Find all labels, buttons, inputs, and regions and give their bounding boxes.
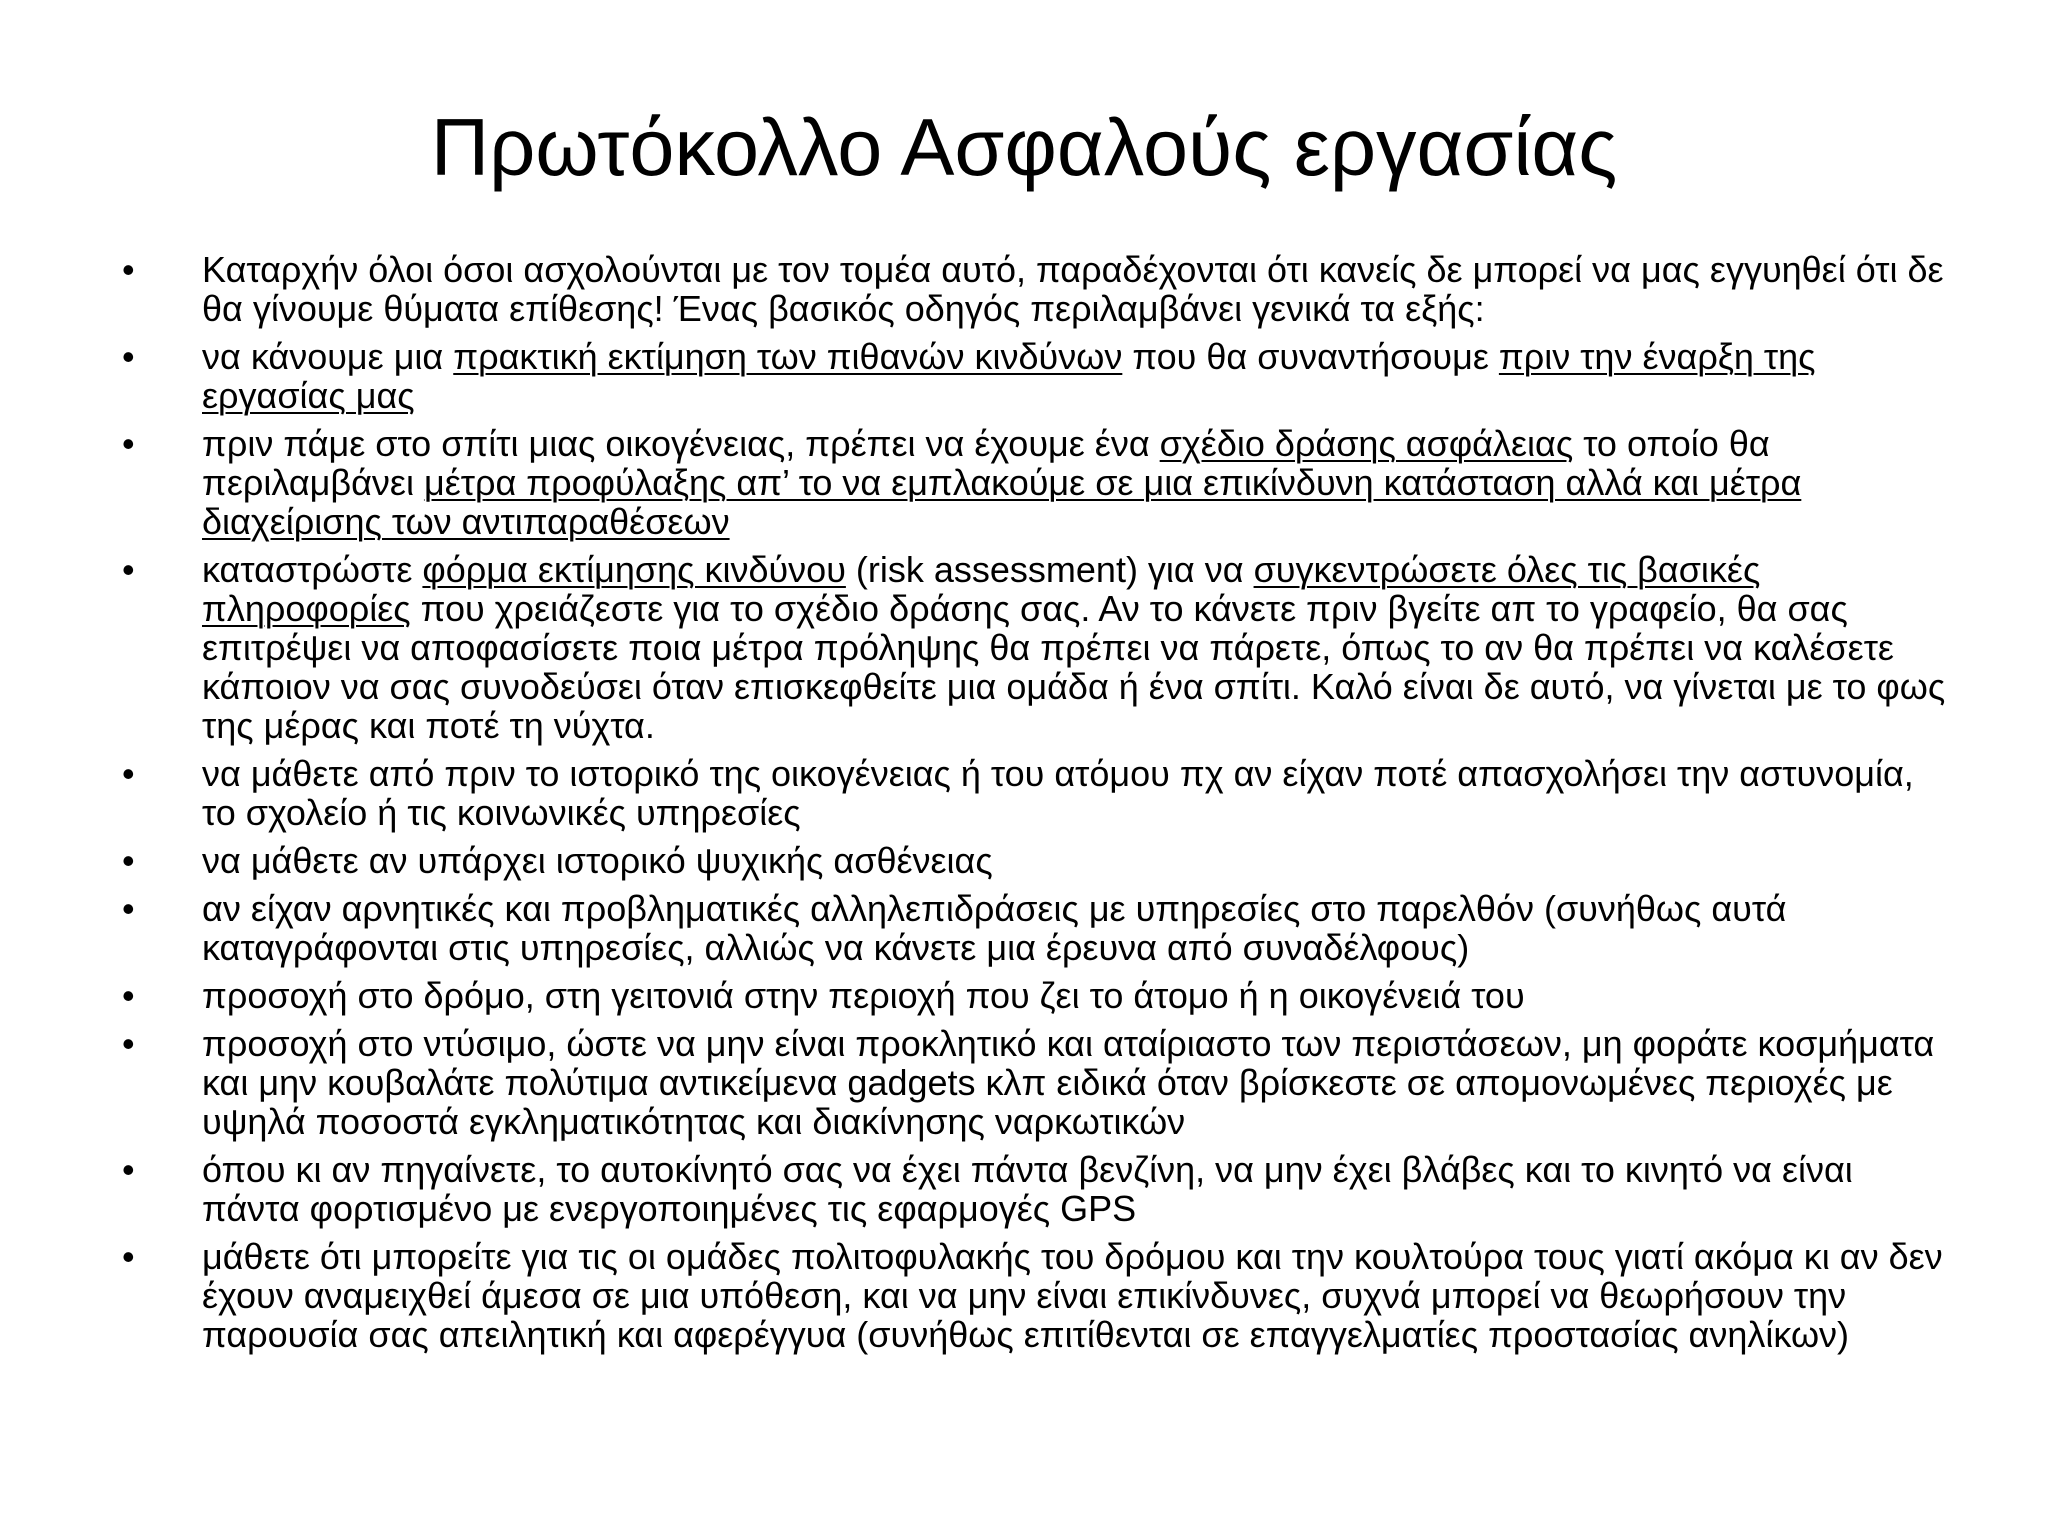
bullet-item [122, 841, 1952, 880]
text-segment: αν είχαν αρνητικές και προβληματικές αλληλεπιδράσεις με υπηρεσίες στο παρελθόν (συνήθως αυτά καταγράφονται στις υπηρεσίες, αλλιώς να κάνετε μια έρευνα από συναδέλφους) [202, 888, 1787, 968]
bullet-list [122, 250, 1952, 1363]
bullet-dot-icon: • [122, 1236, 135, 1277]
text-segment: να κάνουμε μια [202, 336, 454, 377]
bullet-dot-icon: • [122, 1023, 135, 1064]
bullet-item [122, 976, 1952, 1015]
bullet-text [202, 840, 993, 881]
bullet-dot-icon: • [122, 1149, 135, 1190]
underlined-phrase: φόρμα εκτίμησης κινδύνου [422, 549, 846, 590]
bullet-dot-icon: • [122, 249, 135, 290]
text-segment: που θα συναντήσουμε [1122, 336, 1499, 377]
bullet-text [202, 1236, 1943, 1355]
text-segment: Καταρχήν όλοι όσοι ασχολούνται με τον τομέα αυτό, παραδέχονται ότι κανείς δε μπορεί να μας εγγυηθεί ότι δε θα γίνουμε θύματα επίθεσης! Ένας βασικός οδηγός περιλαμβάνει γενικά τα εξής: [202, 249, 1944, 329]
text-segment: να μάθετε από πριν το ιστορικό της οικογένειας ή του ατόμου πχ αν είχαν ποτέ απασχολήσει την αστυνομία, το σχολείο ή τις κοινωνικές υπηρεσίες [202, 753, 1914, 833]
text-segment: που χρειάζεστε για το σχέδιο δράσης σας. Αν το κάνετε πριν βγείτε απ το γραφείο, θα σας επιτρέψει να αποφασίσετε ποια μέτρα πρόληψης θα πρέπει να πάρετε, όπως το αν θα πρέπει να καλέσετε κάποιον να σας συνοδεύσει όταν επισκεφθείτε μια ομάδα ή ένα σπίτι. Καλό είναι δε αυτό, να γίνεται με το φως της μέρας και ποτέ τη νύχτα. [202, 588, 1946, 746]
bullet-dot-icon: • [122, 336, 135, 377]
bullet-item [122, 889, 1952, 967]
bullet-item [122, 250, 1952, 328]
text-segment: μάθετε ότι μπορείτε για τις οι ομάδες πολιτοφυλακής του δρόμου και την κουλτούρα τους γιατί ακόμα κι αν δεν έχουν αναμειχθεί άμεσα σε μια υπόθεση, και να μην είναι επικίνδυνες, συχνά μπορεί να θεωρήσουν την παρουσία σας απειλητική και αφερέγγυα (συνήθως επιτίθενται σε επαγγελματίες προστασίας ανηλίκων) [202, 1236, 1943, 1355]
bullet-item [122, 550, 1952, 745]
bullet-item [122, 1150, 1952, 1228]
bullet-item [122, 1024, 1952, 1141]
text-segment: να μάθετε αν υπάρχει ιστορικό ψυχικής ασθένειας [202, 840, 993, 881]
bullet-item [122, 754, 1952, 832]
bullet-text [202, 1149, 1853, 1229]
bullet-dot-icon: • [122, 975, 135, 1016]
text-segment: πριν πάμε στο σπίτι μιας οικογένειας, πρέπει να έχουμε ένα [202, 423, 1160, 464]
bullet-text [202, 549, 1945, 746]
text-segment: όπου κι αν πηγαίνετε, το αυτοκίνητό σας να έχει πάντα βενζίνη, να μην έχει βλάβες και το κινητό να είναι πάντα φορτισμένο με ενεργοποιημένες τις εφαρμογές GPS [202, 1149, 1853, 1229]
text-segment: προσοχή στο δρόμο, στη γειτονιά στην περιοχή που ζει το άτομο ή η οικογένειά του [202, 975, 1525, 1016]
bullet-dot-icon: • [122, 888, 135, 929]
bullet-text [202, 888, 1786, 968]
underlined-phrase: πριν την έναρξη της εργασίας μας [202, 336, 1816, 416]
bullet-text [202, 975, 1525, 1016]
underlined-phrase: συγκεντρώσετε όλες τις βασικές πληροφορίες [202, 549, 1761, 629]
underlined-phrase: μέτρα προφύλαξης απ’ το να εμπλακούμε σε μια επικίνδυνη κατάσταση αλλά και μέτρα διαχείρισης των αντιπαραθέσεων [202, 462, 1802, 542]
bullet-text [202, 249, 1944, 329]
bullet-text [202, 1023, 1934, 1142]
bullet-dot-icon: • [122, 423, 135, 464]
text-segment: προσοχή στο ντύσιμο, ώστε να μην είναι προκλητικό και αταίριαστο των περιστάσεων, μη φοράτε κοσμήματα και μην κουβαλάτε πολύτιμα αντικείμενα gadgets κλπ ειδικά όταν βρίσκεστε σε απομονωμένες περιοχές με υψηλά ποσοστά εγκληματικότητας και διακίνησης ναρκωτικών [202, 1023, 1935, 1142]
bullet-item [122, 337, 1952, 415]
bullet-dot-icon: • [122, 549, 135, 590]
bullet-dot-icon: • [122, 840, 135, 881]
underlined-phrase: πρακτική εκτίμηση των πιθανών κινδύνων [453, 336, 1123, 377]
text-segment: (risk assessment) για να [845, 549, 1254, 590]
text-segment: καταστρώστε [202, 549, 423, 590]
bullet-item [122, 424, 1952, 541]
slide-title: Πρωτόκολλο Ασφαλούς εργασίας [430, 103, 1618, 193]
bullet-dot-icon: • [122, 753, 135, 794]
bullet-text [202, 753, 1914, 833]
bullet-text [202, 423, 1801, 542]
bullet-text [202, 336, 1816, 416]
bullet-item [122, 1237, 1952, 1354]
underlined-phrase: σχέδιο δράσης ασφάλειας [1159, 423, 1574, 464]
text-segment: το οποίο θα περιλαμβάνει [202, 423, 1770, 503]
